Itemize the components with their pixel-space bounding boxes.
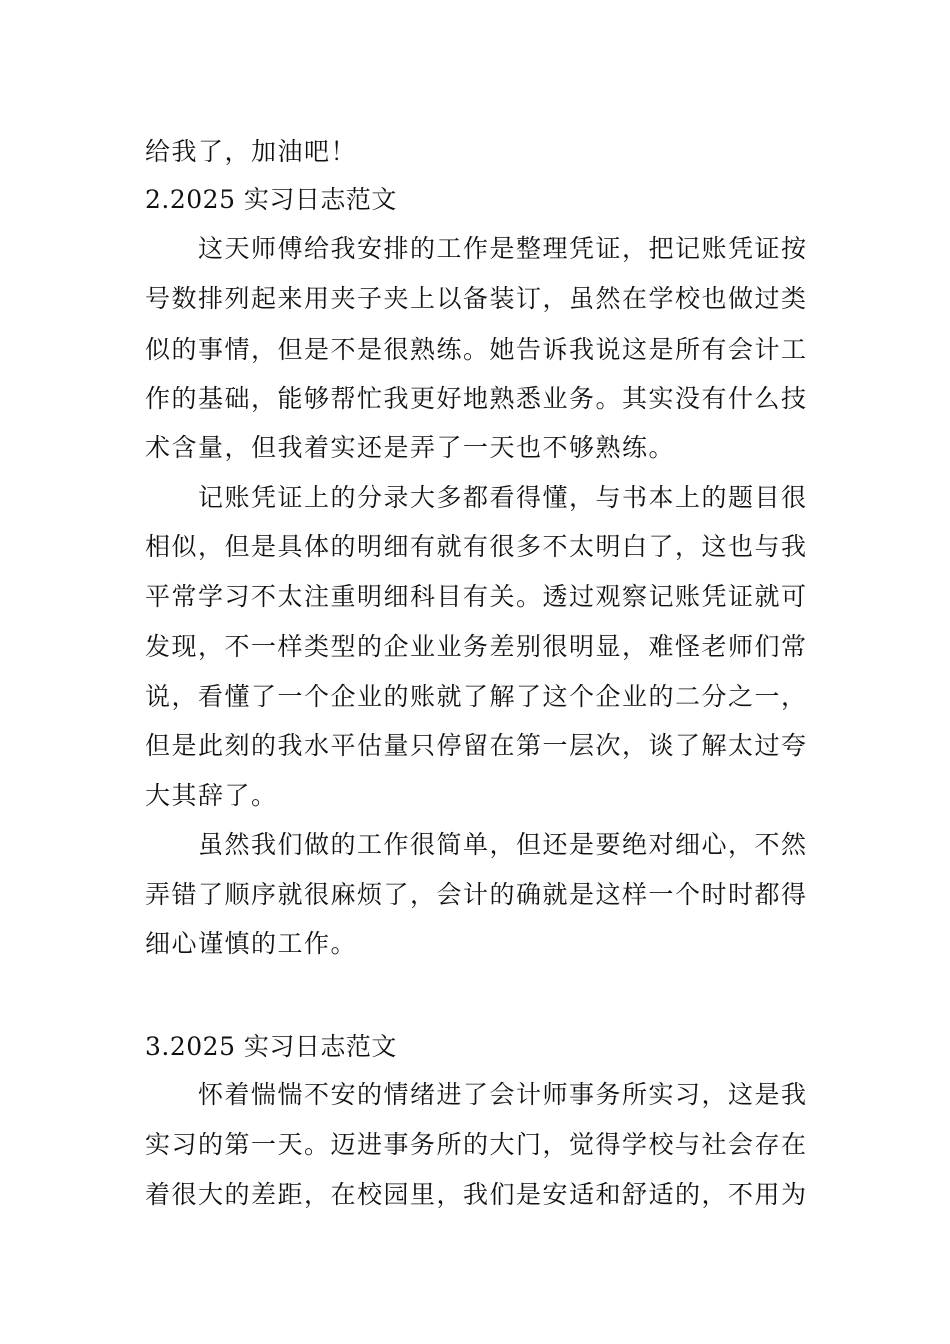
paragraph-line: 虽然我们做的工作很简单，但还是要绝对细心，不然	[198, 830, 808, 859]
paragraph-line: 记账凭证上的分录大多都看得懂，与书本上的题目很	[198, 483, 808, 512]
paragraph-line: 着很大的差距，在校园里，我们是安适和舒适的，不用为	[145, 1180, 808, 1209]
paragraph-line: 号数排列起来用夹子夹上以备装订，虽然在学校也做过类	[145, 284, 808, 313]
section-heading: 2.2025 实习日志范文	[145, 185, 397, 214]
section-heading: 3.2025 实习日志范文	[145, 1032, 397, 1061]
paragraph-line: 发现，不一样类型的企业业务差别很明显，难怪老师们常	[145, 632, 808, 661]
paragraph-line: 实习的第一天。迈进事务所的大门，觉得学校与社会存在	[145, 1130, 808, 1159]
continuation-text: 给我了，加油吧！	[145, 137, 358, 166]
paragraph-line: 这天师傅给我安排的工作是整理凭证，把记账凭证按	[198, 234, 808, 263]
paragraph-line: 平常学习不太注重明细科目有关。透过观察记账凭证就可	[145, 582, 808, 611]
paragraph-line: 但是此刻的我水平估量只停留在第一层次，谈了解太过夸	[145, 731, 808, 760]
paragraph-line: 术含量，但我着实还是弄了一天也不够熟练。	[145, 433, 676, 462]
paragraph-line: 说，看懂了一个企业的账就了解了这个企业的二分之一，	[145, 682, 808, 711]
paragraph-line: 细心谨慎的工作。	[145, 929, 358, 958]
paragraph-line: 大其辞了。	[145, 781, 278, 810]
paragraph-line: 作的基础，能够帮忙我更好地熟悉业务。其实没有什么技	[145, 384, 808, 413]
paragraph-line: 弄错了顺序就很麻烦了，会计的确就是这样一个时时都得	[145, 880, 808, 909]
paragraph-line: 怀着惴惴不安的情绪进了会计师事务所实习，这是我	[198, 1080, 808, 1109]
paragraph-line: 相似，但是具体的明细有就有很多不太明白了，这也与我	[145, 532, 808, 561]
paragraph-line: 似的事情，但是不是很熟练。她告诉我说这是所有会计工	[145, 335, 808, 364]
